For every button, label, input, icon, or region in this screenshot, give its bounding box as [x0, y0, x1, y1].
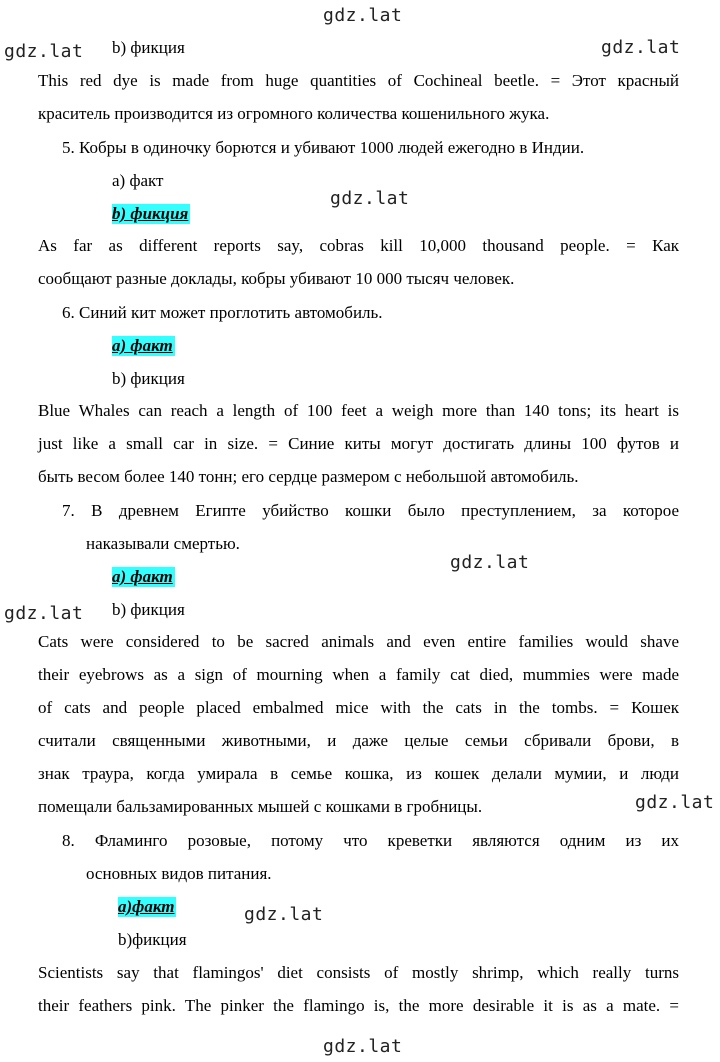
answer-option: a) факт: [112, 171, 164, 190]
paragraph-line: This red dye is made from huge quantities of Cochineal beetle. = Этот красный: [38, 71, 679, 90]
answer-option-selected: [112, 335, 175, 357]
paragraph-line: краситель производится из огромного количества кошенильного жука.: [38, 104, 550, 123]
watermark: gdz.lat: [323, 1036, 403, 1057]
answer-option: b)фикция: [118, 930, 187, 949]
watermark: gdz.lat: [450, 552, 530, 573]
question-item-continued: наказывали смертью.: [86, 534, 240, 553]
paragraph-line: of cats and people placed embalmed mice with the cats in the tombs. = Кошек: [38, 698, 679, 717]
highlighted-answer: a) факт: [112, 567, 173, 586]
watermark: gdz.lat: [323, 5, 403, 26]
paragraph-line: their feathers pink. The pinker the flamingo is, the more desirable it is as a mate. =: [38, 996, 679, 1015]
answer-option: b) фикция: [112, 38, 185, 57]
paragraph-line: Cats were considered to be sacred animals and even entire families would shave: [38, 632, 679, 651]
watermark: gdz.lat: [4, 41, 84, 62]
highlighted-answer: a) факт: [112, 336, 173, 355]
watermark: gdz.lat: [4, 603, 84, 624]
paragraph-line: Scientists say that flamingos' diet consists of mostly shrimp, which really turns: [38, 963, 679, 982]
highlighted-answer: a)факт: [118, 897, 175, 916]
answer-option: b) фикция: [112, 369, 185, 388]
watermark: gdz.lat: [330, 188, 410, 209]
answer-option-selected: [112, 203, 190, 225]
question-item: 6. Синий кит может проглотить автомобиль.: [62, 303, 383, 322]
paragraph-line: their eyebrows as a sign of mourning when a family cat died, mummies were made: [38, 665, 679, 684]
paragraph-line: Blue Whales can reach a length of 100 feet a weigh more than 140 tons; its heart is: [38, 401, 679, 420]
answer-option-selected: [118, 896, 176, 918]
highlighted-answer: b) фикция: [112, 204, 189, 223]
question-item: 8. Фламинго розовые, потому что креветки являются одним из их: [62, 831, 679, 850]
paragraph-line: As far as different reports say, cobras kill 10,000 thousand people. = Как: [38, 236, 679, 255]
watermark: gdz.lat: [601, 37, 681, 58]
paragraph-line: помещали бальзамированных мышей с кошками в гробницы.: [38, 797, 483, 816]
question-item: 5. Кобры в одиночку борются и убивают 1000 людей ежегодно в Индии.: [62, 138, 585, 157]
answer-option: b) фикция: [112, 600, 185, 619]
question-item: 7. В древнем Египте убийство кошки было преступлением, за которое: [62, 501, 679, 520]
paragraph-line: быть весом более 140 тонн; его сердце размером с небольшой автомобиль.: [38, 467, 579, 486]
question-item-continued: основных видов питания.: [86, 864, 272, 883]
watermark: gdz.lat: [635, 792, 715, 813]
watermark: gdz.lat: [244, 904, 324, 925]
paragraph-line: знак траура, когда умирала в семье кошка, из кошек делали мумии, и люди: [38, 764, 679, 783]
answer-option-selected: [112, 566, 175, 588]
paragraph-line: считали священными животными, и даже целые семьи сбривали брови, в: [38, 731, 679, 750]
paragraph-line: just like a small car in size. = Синие киты могут достигать длины 100 футов и: [38, 434, 679, 453]
paragraph-line: сообщают разные доклады, кобры убивают 10 000 тысяч человек.: [38, 269, 515, 288]
